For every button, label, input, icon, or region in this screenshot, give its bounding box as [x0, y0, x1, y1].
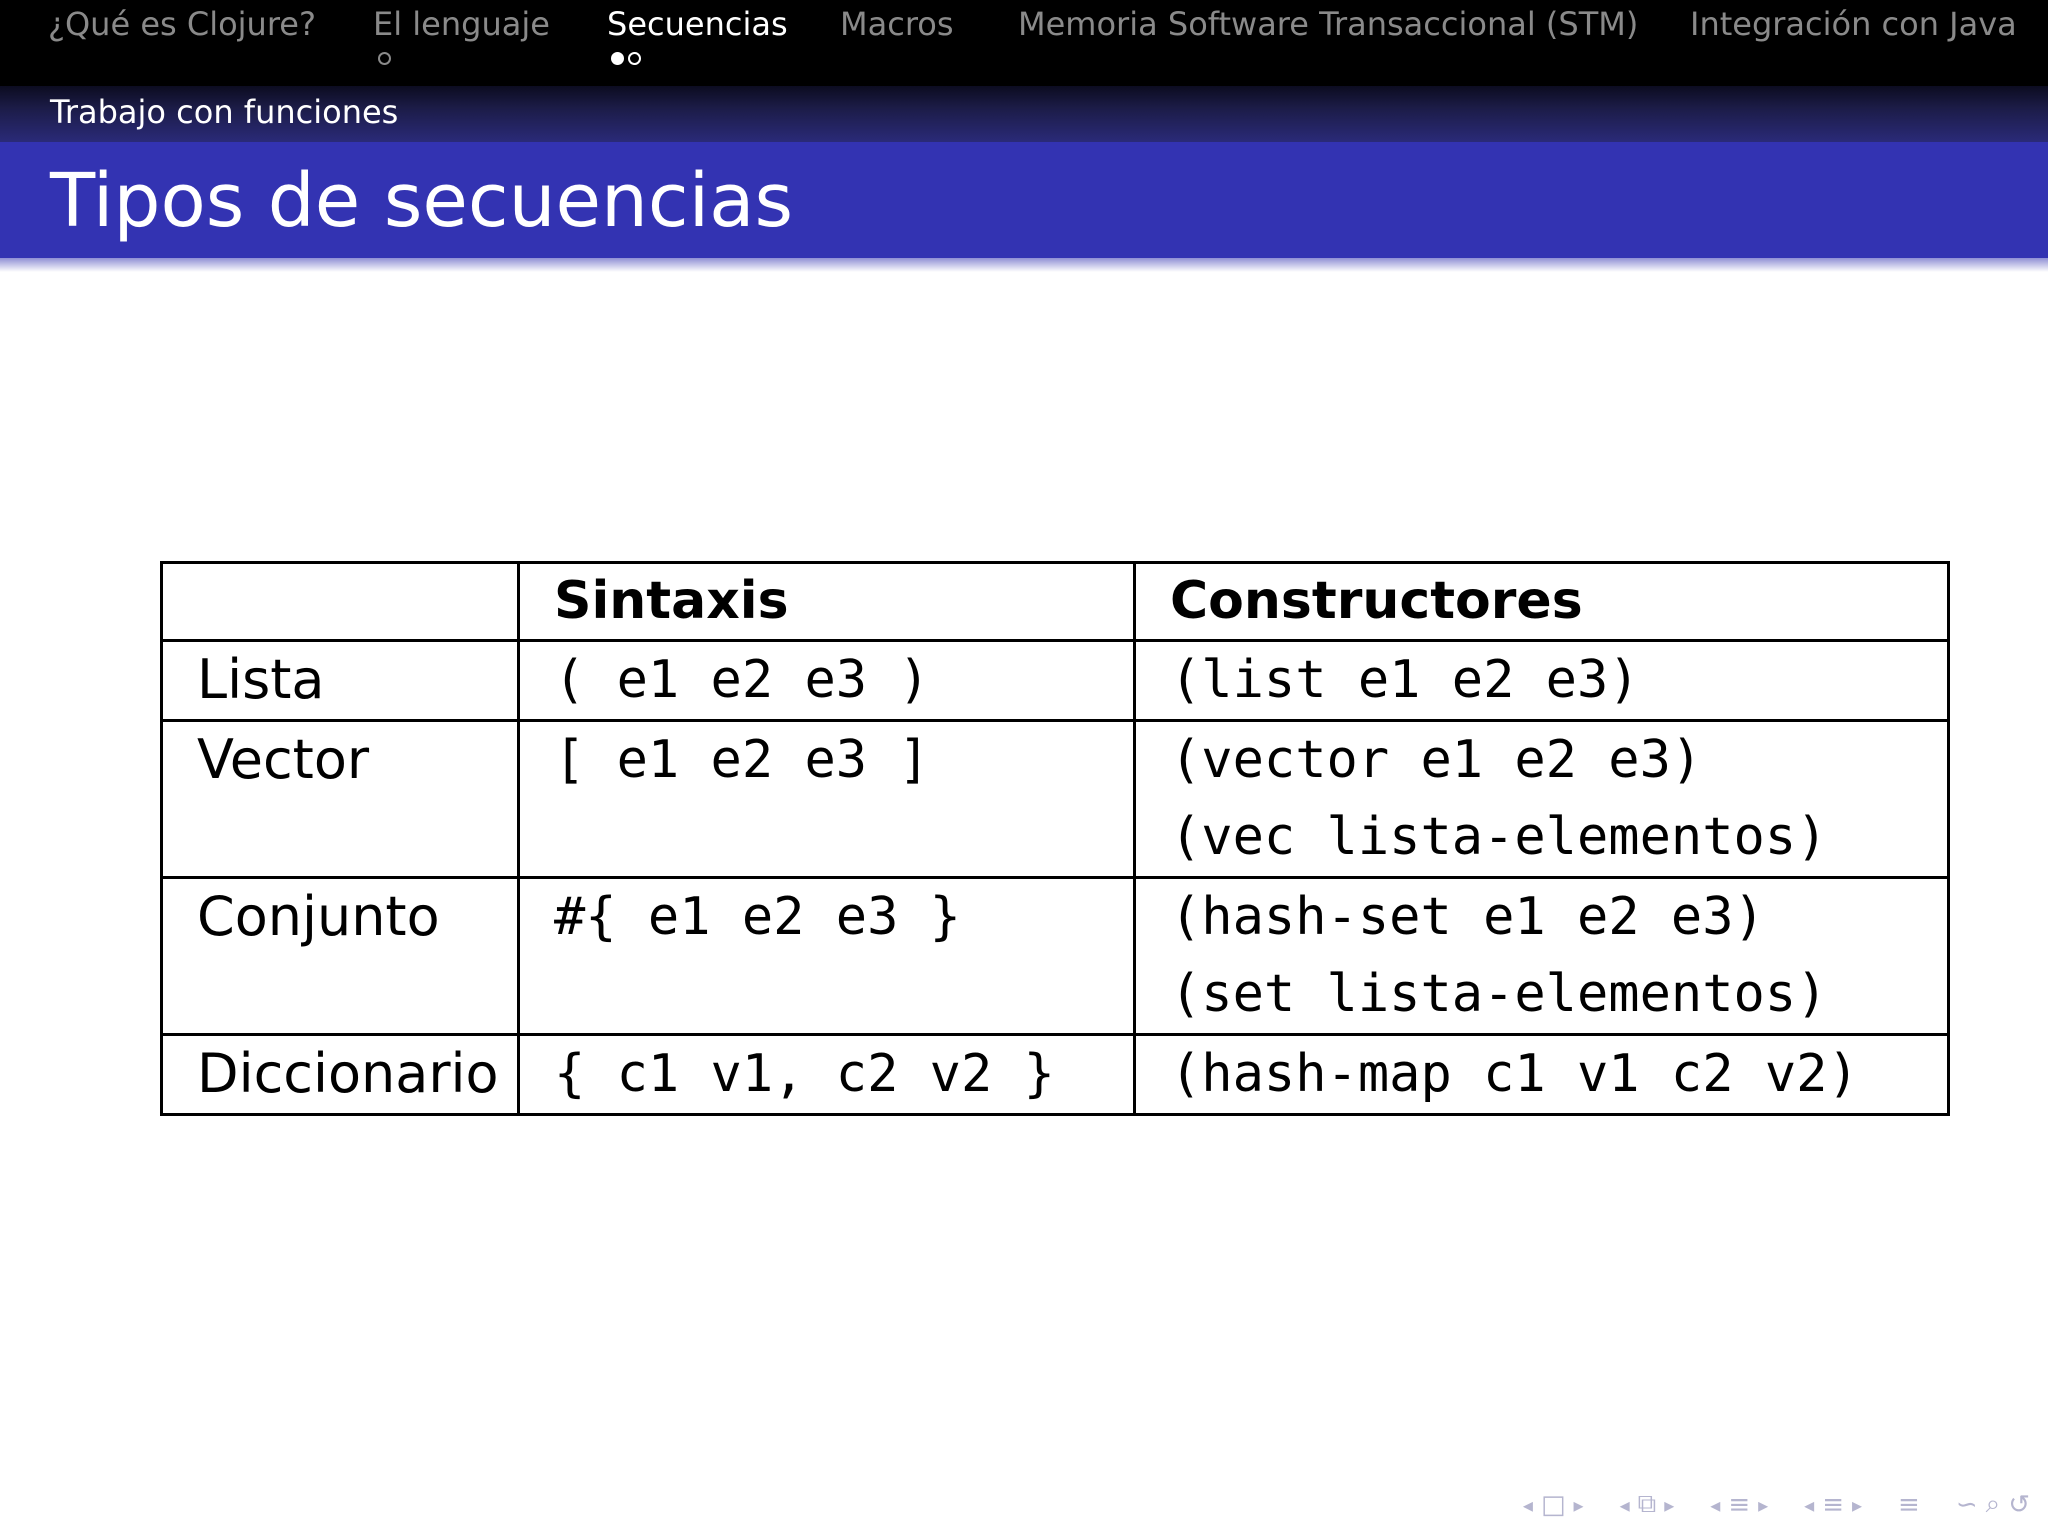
constructors-cell: [1135, 641, 1949, 721]
previous-frame-icon[interactable]: ◂: [1522, 1492, 1533, 1517]
document-nav-group: [1804, 1490, 1862, 1520]
subsection-title: Trabajo con funciones: [50, 93, 399, 131]
table-row: [162, 1035, 1949, 1115]
frame-title-shadow: [0, 258, 2048, 272]
search-icon[interactable]: ⌕: [1985, 1489, 2001, 1519]
row-label-conjunto: Conjunto: [162, 878, 519, 1035]
row-label-vector: Vector: [162, 721, 519, 878]
nav-section-que-es-clojure[interactable]: ¿Qué es Clojure?: [48, 5, 316, 43]
syntax-code: ( e1 e2 e3 ): [554, 650, 930, 710]
constructor-code: (hash-set e1 e2 e3): [1170, 887, 1765, 947]
frame-title-bar: [0, 142, 2048, 258]
constructors-cell: [1135, 1035, 1949, 1115]
section-navbar: [0, 0, 2048, 86]
row-label-lista: Lista: [162, 641, 519, 721]
nav-dots-el-lenguaje: [378, 52, 391, 70]
align-icon[interactable]: ∽: [1955, 1489, 1978, 1520]
previous-subsection-icon[interactable]: ◂: [1619, 1492, 1630, 1517]
frame-title: Tipos de secuencias: [50, 158, 794, 244]
constructor-code: (list e1 e2 e3): [1170, 650, 1640, 710]
nav-dots-secuencias: [611, 52, 641, 70]
tools-nav-group: [1956, 1489, 2030, 1520]
next-frame-icon[interactable]: ▸: [1573, 1492, 1584, 1517]
syntax-code: { c1 v1, c2 v2 }: [554, 1044, 1055, 1104]
next-subsection-icon[interactable]: ▸: [1664, 1492, 1675, 1517]
previous-section-icon[interactable]: ◂: [1710, 1492, 1721, 1517]
previous-part-icon[interactable]: ◂: [1804, 1492, 1815, 1517]
subsection-dot[interactable]: [628, 52, 641, 65]
syntax-code: [ e1 e2 e3 ]: [554, 730, 930, 790]
next-section-icon[interactable]: ▸: [1758, 1492, 1769, 1517]
document-icon[interactable]: ≡: [1822, 1489, 1844, 1520]
syntax-cell: [519, 721, 1135, 878]
beamer-navigation-symbols: [1523, 1489, 2030, 1520]
syntax-cell: [519, 1035, 1135, 1115]
nav-section-secuencias[interactable]: Secuencias: [607, 5, 788, 43]
subsection-dot[interactable]: [378, 52, 391, 65]
constructor-code: (vec lista-elementos): [1170, 807, 1828, 867]
subsection-nav-group: [1620, 1489, 1675, 1520]
syntax-cell: [519, 878, 1135, 1035]
subsection-dot-current[interactable]: [611, 52, 624, 65]
appendix-nav-group: [1898, 1490, 1920, 1520]
subsection-icon[interactable]: ⧉: [1637, 1489, 1657, 1519]
frame-icon[interactable]: □: [1540, 1489, 1566, 1520]
nav-section-integracion-java[interactable]: Integración con Java: [1690, 5, 2017, 43]
frame-nav-group: [1523, 1490, 1584, 1520]
syntax-code: #{ e1 e2 e3 }: [554, 887, 961, 947]
header-constructores: Constructores: [1135, 563, 1949, 641]
constructor-code: (set lista-elementos): [1170, 964, 1828, 1024]
back-icon[interactable]: ↺: [2008, 1489, 2030, 1520]
table-row: [162, 878, 1949, 1035]
nav-section-macros[interactable]: Macros: [840, 5, 954, 43]
subsection-bar: [0, 86, 2048, 142]
constructor-code: (vector e1 e2 e3): [1170, 730, 1703, 790]
row-label-diccionario: Diccionario: [162, 1035, 519, 1115]
header-sintaxis: Sintaxis: [519, 563, 1135, 641]
appendix-icon[interactable]: ≡: [1898, 1489, 1920, 1520]
header-empty: [162, 563, 519, 641]
sequence-types-table: [160, 561, 1950, 1116]
nav-section-el-lenguaje[interactable]: El lenguaje: [373, 5, 550, 43]
table-row: [162, 641, 1949, 721]
section-nav-group: [1710, 1490, 1768, 1520]
constructor-code: (hash-map c1 v1 c2 v2): [1170, 1044, 1859, 1104]
table-header-row: [162, 563, 1949, 641]
constructors-cell: [1135, 721, 1949, 878]
section-icon[interactable]: ≡: [1728, 1489, 1751, 1520]
constructors-cell: [1135, 878, 1949, 1035]
next-part-icon[interactable]: ▸: [1852, 1492, 1863, 1517]
nav-section-stm[interactable]: Memoria Software Transaccional (STM): [1018, 5, 1639, 43]
syntax-cell: [519, 641, 1135, 721]
table-row: [162, 721, 1949, 878]
